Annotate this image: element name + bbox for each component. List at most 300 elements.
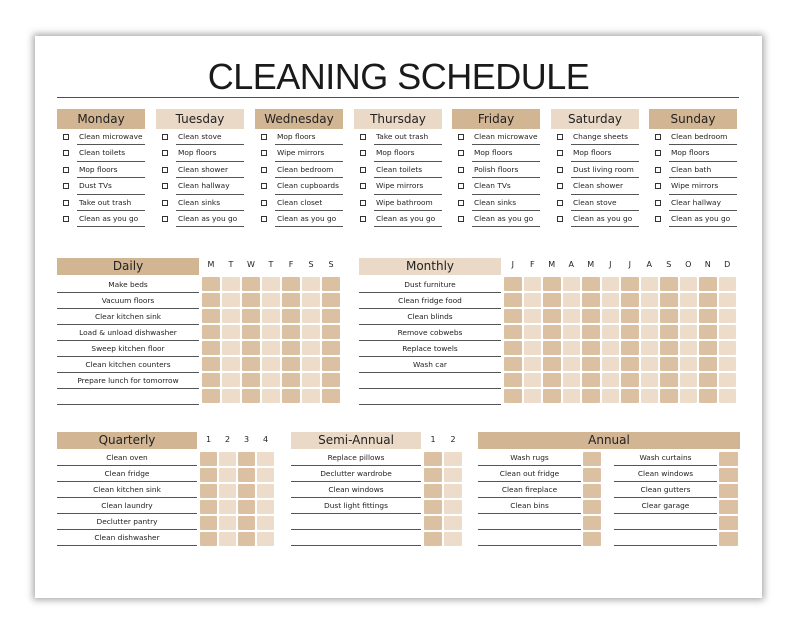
- check-cell[interactable]: [202, 309, 220, 323]
- check-cell[interactable]: [302, 341, 320, 355]
- monthly-header: Monthly: [359, 258, 501, 275]
- check-cell[interactable]: [602, 357, 620, 371]
- check-cell[interactable]: [641, 389, 659, 403]
- task-checkbox[interactable]: [261, 183, 267, 189]
- check-cell[interactable]: [582, 325, 600, 339]
- check-cell[interactable]: [282, 309, 300, 323]
- task-checkbox[interactable]: [458, 216, 464, 222]
- check-cell[interactable]: [719, 389, 737, 403]
- check-cell[interactable]: [660, 373, 678, 387]
- check-cell[interactable]: [238, 468, 255, 482]
- check-cell[interactable]: [322, 357, 340, 371]
- check-cell[interactable]: [202, 389, 220, 403]
- check-cell[interactable]: [660, 389, 678, 403]
- daily-task: Sweep kitchen floor: [57, 341, 199, 357]
- task-checkbox[interactable]: [162, 167, 168, 173]
- check-cell[interactable]: [563, 309, 581, 323]
- check-cell[interactable]: [424, 532, 442, 546]
- task-checkbox[interactable]: [458, 167, 464, 173]
- daily-task: Prepare lunch for tomorrow: [57, 373, 199, 389]
- check-cell[interactable]: [719, 309, 737, 323]
- check-cell[interactable]: [719, 500, 738, 514]
- monthly-month-label: D: [724, 260, 731, 269]
- daily-task: Make beds: [57, 277, 199, 293]
- check-cell[interactable]: [583, 452, 601, 466]
- check-cell[interactable]: [621, 341, 639, 355]
- task-checkbox[interactable]: [458, 200, 464, 206]
- check-cell[interactable]: [621, 389, 639, 403]
- check-cell[interactable]: [282, 389, 300, 403]
- check-cell[interactable]: [641, 373, 659, 387]
- task-checkbox[interactable]: [360, 200, 366, 206]
- check-cell[interactable]: [238, 500, 255, 514]
- check-cell[interactable]: [680, 277, 698, 291]
- check-cell[interactable]: [524, 373, 542, 387]
- check-cell[interactable]: [641, 309, 659, 323]
- check-cell[interactable]: [660, 325, 678, 339]
- check-cell[interactable]: [621, 309, 639, 323]
- check-cell[interactable]: [219, 500, 236, 514]
- check-cell[interactable]: [719, 468, 738, 482]
- task-item: [669, 195, 737, 211]
- check-cell[interactable]: [444, 532, 462, 546]
- check-cell[interactable]: [680, 341, 698, 355]
- check-cell[interactable]: [680, 325, 698, 339]
- check-cell[interactable]: [200, 452, 217, 466]
- day-header: Wednesday: [255, 109, 343, 129]
- task-checkbox[interactable]: [63, 150, 69, 156]
- check-cell[interactable]: [719, 357, 737, 371]
- check-cell[interactable]: [424, 516, 442, 530]
- check-cell[interactable]: [543, 341, 561, 355]
- check-cell[interactable]: [680, 357, 698, 371]
- check-cell[interactable]: [282, 293, 300, 307]
- check-cell[interactable]: [322, 293, 340, 307]
- check-cell[interactable]: [302, 293, 320, 307]
- task-checkbox[interactable]: [360, 216, 366, 222]
- check-cell[interactable]: [219, 468, 236, 482]
- task-label: Change sheets: [573, 132, 629, 141]
- check-cell[interactable]: [719, 484, 738, 498]
- check-cell[interactable]: [322, 373, 340, 387]
- page-title: CLEANING SCHEDULE: [207, 56, 590, 97]
- day-header: Saturday: [551, 109, 639, 129]
- task-checkbox[interactable]: [261, 167, 267, 173]
- check-cell[interactable]: [262, 309, 280, 323]
- check-cell[interactable]: [444, 468, 462, 482]
- check-cell[interactable]: [238, 516, 255, 530]
- check-cell[interactable]: [680, 293, 698, 307]
- check-cell[interactable]: [680, 309, 698, 323]
- task-checkbox[interactable]: [360, 134, 366, 140]
- task-label: Clean stove: [573, 197, 617, 207]
- check-cell[interactable]: [660, 277, 678, 291]
- check-cell[interactable]: [504, 341, 522, 355]
- monthly-month-label: F: [529, 260, 535, 269]
- check-cell[interactable]: [719, 516, 738, 530]
- check-cell[interactable]: [641, 357, 659, 371]
- check-cell[interactable]: [602, 293, 620, 307]
- task-item: [275, 195, 343, 211]
- task-checkbox[interactable]: [162, 150, 168, 156]
- task-checkbox[interactable]: [261, 150, 267, 156]
- task-checkbox[interactable]: [63, 167, 69, 173]
- check-cell[interactable]: [242, 389, 260, 403]
- check-cell[interactable]: [257, 500, 274, 514]
- check-cell[interactable]: [660, 357, 678, 371]
- check-cell[interactable]: [444, 452, 462, 466]
- task-checkbox[interactable]: [63, 134, 69, 140]
- check-cell[interactable]: [543, 373, 561, 387]
- task-checkbox[interactable]: [162, 183, 168, 189]
- check-cell[interactable]: [582, 341, 600, 355]
- task-label: Mop floors: [277, 132, 316, 141]
- check-cell[interactable]: [444, 484, 462, 498]
- task-checkbox[interactable]: [63, 200, 69, 206]
- check-cell[interactable]: [219, 516, 236, 530]
- task-item: [275, 211, 343, 227]
- check-cell[interactable]: [222, 309, 240, 323]
- task-label: Clean sinks: [474, 197, 517, 207]
- check-cell[interactable]: [242, 341, 260, 355]
- check-cell[interactable]: [322, 325, 340, 339]
- check-cell[interactable]: [322, 341, 340, 355]
- task-checkbox[interactable]: [655, 183, 661, 189]
- check-cell[interactable]: [282, 357, 300, 371]
- check-cell[interactable]: [563, 373, 581, 387]
- task-checkbox[interactable]: [655, 167, 661, 173]
- check-cell[interactable]: [222, 293, 240, 307]
- monthly-month-label: O: [685, 260, 692, 269]
- check-cell[interactable]: [424, 484, 442, 498]
- task-checkbox[interactable]: [360, 150, 366, 156]
- check-cell[interactable]: [621, 325, 639, 339]
- check-cell[interactable]: [262, 341, 280, 355]
- check-cell[interactable]: [202, 341, 220, 355]
- check-cell[interactable]: [262, 325, 280, 339]
- check-cell[interactable]: [202, 373, 220, 387]
- check-cell[interactable]: [242, 309, 260, 323]
- task-label: Wipe mirrors: [671, 181, 719, 191]
- check-cell[interactable]: [582, 309, 600, 323]
- check-cell[interactable]: [602, 277, 620, 291]
- check-cell[interactable]: [242, 293, 260, 307]
- check-cell[interactable]: [602, 325, 620, 339]
- task-checkbox[interactable]: [655, 150, 661, 156]
- day-column-tuesday: [156, 109, 244, 227]
- check-cell[interactable]: [242, 277, 260, 291]
- check-cell[interactable]: [699, 341, 717, 355]
- check-cell[interactable]: [219, 452, 236, 466]
- check-cell[interactable]: [543, 293, 561, 307]
- check-cell[interactable]: [602, 341, 620, 355]
- check-cell[interactable]: [504, 357, 522, 371]
- task-item: [374, 178, 442, 194]
- check-cell[interactable]: [222, 357, 240, 371]
- check-cell[interactable]: [621, 357, 639, 371]
- check-cell[interactable]: [424, 468, 442, 482]
- task-item: [176, 178, 244, 194]
- check-cell[interactable]: [582, 389, 600, 403]
- check-cell[interactable]: [504, 277, 522, 291]
- check-cell[interactable]: [262, 277, 280, 291]
- task-checkbox[interactable]: [63, 216, 69, 222]
- check-cell[interactable]: [680, 373, 698, 387]
- check-cell[interactable]: [602, 309, 620, 323]
- check-cell[interactable]: [219, 484, 236, 498]
- task-label: Polish floors: [474, 164, 519, 174]
- check-cell[interactable]: [582, 277, 600, 291]
- check-cell[interactable]: [424, 500, 442, 514]
- check-cell[interactable]: [302, 373, 320, 387]
- check-cell[interactable]: [563, 325, 581, 339]
- task-label: Clean bath: [671, 164, 712, 174]
- check-cell[interactable]: [583, 484, 601, 498]
- task-item: [571, 129, 639, 145]
- daily-task: Clean kitchen counters: [57, 357, 199, 373]
- task-label: Mop floors: [376, 148, 415, 158]
- check-cell[interactable]: [524, 277, 542, 291]
- check-cell[interactable]: [699, 293, 717, 307]
- check-cell[interactable]: [524, 389, 542, 403]
- check-cell[interactable]: [444, 516, 462, 530]
- task-item: [77, 195, 145, 211]
- check-cell[interactable]: [202, 357, 220, 371]
- check-cell[interactable]: [200, 516, 217, 530]
- task-checkbox[interactable]: [655, 200, 661, 206]
- task-checkbox[interactable]: [360, 167, 366, 173]
- check-cell[interactable]: [202, 325, 220, 339]
- check-cell[interactable]: [719, 341, 737, 355]
- annual-task: Clean bins: [478, 498, 581, 514]
- check-cell[interactable]: [583, 532, 601, 546]
- task-checkbox[interactable]: [655, 134, 661, 140]
- check-cell[interactable]: [222, 373, 240, 387]
- task-item: [571, 145, 639, 161]
- check-cell[interactable]: [282, 277, 300, 291]
- check-cell[interactable]: [583, 516, 601, 530]
- check-cell[interactable]: [621, 277, 639, 291]
- monthly-month-label: M: [587, 260, 595, 269]
- check-cell[interactable]: [699, 309, 717, 323]
- check-cell[interactable]: [699, 389, 717, 403]
- check-cell[interactable]: [504, 293, 522, 307]
- check-cell[interactable]: [582, 293, 600, 307]
- monthly-task: Remove cobwebs: [359, 325, 501, 341]
- check-cell[interactable]: [699, 373, 717, 387]
- task-checkbox[interactable]: [557, 150, 563, 156]
- check-cell[interactable]: [222, 341, 240, 355]
- task-checkbox[interactable]: [162, 200, 168, 206]
- task-checkbox[interactable]: [162, 216, 168, 222]
- task-checkbox[interactable]: [557, 216, 563, 222]
- check-cell[interactable]: [262, 357, 280, 371]
- blank-line: [359, 389, 501, 405]
- check-cell[interactable]: [719, 277, 737, 291]
- check-cell[interactable]: [543, 325, 561, 339]
- task-item: [472, 129, 540, 145]
- day-column-saturday: [551, 109, 639, 227]
- check-cell[interactable]: [222, 325, 240, 339]
- check-cell[interactable]: [200, 532, 217, 546]
- task-checkbox[interactable]: [557, 167, 563, 173]
- check-cell[interactable]: [504, 389, 522, 403]
- check-cell[interactable]: [202, 293, 220, 307]
- check-cell[interactable]: [238, 452, 255, 466]
- check-cell[interactable]: [322, 277, 340, 291]
- task-checkbox[interactable]: [162, 134, 168, 140]
- check-cell[interactable]: [302, 277, 320, 291]
- check-cell[interactable]: [242, 325, 260, 339]
- check-cell[interactable]: [680, 389, 698, 403]
- task-checkbox[interactable]: [557, 183, 563, 189]
- check-cell[interactable]: [257, 516, 274, 530]
- check-cell[interactable]: [262, 293, 280, 307]
- check-cell[interactable]: [699, 325, 717, 339]
- check-cell[interactable]: [660, 341, 678, 355]
- check-cell[interactable]: [543, 309, 561, 323]
- check-cell[interactable]: [200, 468, 217, 482]
- check-cell[interactable]: [719, 325, 737, 339]
- check-cell[interactable]: [583, 500, 601, 514]
- check-cell[interactable]: [641, 293, 659, 307]
- task-checkbox[interactable]: [261, 200, 267, 206]
- check-cell[interactable]: [302, 389, 320, 403]
- check-cell[interactable]: [302, 325, 320, 339]
- task-item: [77, 145, 145, 161]
- monthly-month-label: S: [666, 260, 672, 269]
- check-cell[interactable]: [563, 357, 581, 371]
- check-cell[interactable]: [582, 373, 600, 387]
- annual-task: Wash curtains: [614, 450, 717, 466]
- task-checkbox[interactable]: [261, 216, 267, 222]
- check-cell[interactable]: [583, 468, 601, 482]
- check-cell[interactable]: [257, 468, 274, 482]
- check-cell[interactable]: [699, 277, 717, 291]
- annual-task: Clean gutters: [614, 482, 717, 498]
- check-cell[interactable]: [257, 452, 274, 466]
- monthly-month-label: J: [511, 260, 514, 269]
- check-cell[interactable]: [524, 357, 542, 371]
- check-cell[interactable]: [262, 373, 280, 387]
- check-cell[interactable]: [444, 500, 462, 514]
- check-cell[interactable]: [543, 357, 561, 371]
- task-item: [275, 129, 343, 145]
- task-label: Mop floors: [79, 164, 118, 174]
- check-cell[interactable]: [641, 325, 659, 339]
- check-cell[interactable]: [543, 277, 561, 291]
- task-item: [472, 162, 540, 178]
- task-checkbox[interactable]: [458, 183, 464, 189]
- task-item: [669, 211, 737, 227]
- task-checkbox[interactable]: [261, 134, 267, 140]
- task-checkbox[interactable]: [360, 183, 366, 189]
- check-cell[interactable]: [282, 373, 300, 387]
- task-label: Clean stove: [178, 132, 222, 141]
- check-cell[interactable]: [200, 484, 217, 498]
- check-cell[interactable]: [262, 389, 280, 403]
- check-cell[interactable]: [524, 309, 542, 323]
- task-checkbox[interactable]: [458, 150, 464, 156]
- daily-weekday-label: T: [228, 260, 234, 269]
- check-cell[interactable]: [719, 293, 737, 307]
- check-cell[interactable]: [563, 389, 581, 403]
- check-cell[interactable]: [302, 309, 320, 323]
- semiannual-checkbox-grid: [424, 452, 462, 546]
- check-cell[interactable]: [282, 341, 300, 355]
- task-label: Mop floors: [178, 148, 217, 158]
- check-cell[interactable]: [660, 309, 678, 323]
- check-cell[interactable]: [302, 357, 320, 371]
- task-checkbox[interactable]: [557, 134, 563, 140]
- quarter-label: 2: [224, 435, 231, 444]
- check-cell[interactable]: [719, 532, 738, 546]
- check-cell[interactable]: [257, 532, 274, 546]
- check-cell[interactable]: [582, 357, 600, 371]
- quarterly-checkbox-grid: [200, 452, 274, 546]
- check-cell[interactable]: [719, 373, 737, 387]
- check-cell[interactable]: [222, 389, 240, 403]
- check-cell[interactable]: [641, 341, 659, 355]
- check-cell[interactable]: [219, 532, 236, 546]
- check-cell[interactable]: [504, 309, 522, 323]
- check-cell[interactable]: [621, 373, 639, 387]
- check-cell[interactable]: [242, 373, 260, 387]
- check-cell[interactable]: [602, 389, 620, 403]
- check-cell[interactable]: [641, 277, 659, 291]
- check-cell[interactable]: [222, 277, 240, 291]
- check-cell[interactable]: [524, 341, 542, 355]
- check-cell[interactable]: [257, 484, 274, 498]
- daily-task: Vacuum floors: [57, 293, 199, 309]
- check-cell[interactable]: [424, 452, 442, 466]
- check-cell[interactable]: [524, 293, 542, 307]
- task-checkbox[interactable]: [458, 134, 464, 140]
- check-cell[interactable]: [524, 325, 542, 339]
- check-cell[interactable]: [621, 293, 639, 307]
- check-cell[interactable]: [504, 373, 522, 387]
- check-cell[interactable]: [719, 452, 738, 466]
- check-cell[interactable]: [322, 389, 340, 403]
- check-cell[interactable]: [282, 325, 300, 339]
- check-cell[interactable]: [602, 373, 620, 387]
- day-column-sunday: [649, 109, 737, 227]
- check-cell[interactable]: [563, 277, 581, 291]
- task-checkbox[interactable]: [655, 216, 661, 222]
- half-year-label: 2: [450, 435, 456, 444]
- check-cell[interactable]: [563, 341, 581, 355]
- task-item: [77, 211, 145, 227]
- check-cell[interactable]: [699, 357, 717, 371]
- check-cell[interactable]: [242, 357, 260, 371]
- check-cell[interactable]: [660, 293, 678, 307]
- check-cell[interactable]: [238, 532, 255, 546]
- daily-weekday-label: S: [328, 260, 334, 269]
- check-cell[interactable]: [238, 484, 255, 498]
- task-item: [275, 162, 343, 178]
- check-cell[interactable]: [543, 389, 561, 403]
- quarterly-task: Clean oven: [57, 450, 197, 466]
- check-cell[interactable]: [563, 293, 581, 307]
- check-cell[interactable]: [200, 500, 217, 514]
- check-cell[interactable]: [202, 277, 220, 291]
- check-cell[interactable]: [322, 309, 340, 323]
- check-cell[interactable]: [504, 325, 522, 339]
- task-checkbox[interactable]: [63, 183, 69, 189]
- task-checkbox[interactable]: [557, 200, 563, 206]
- annual-task: Wash rugs: [478, 450, 581, 466]
- day-header: Thursday: [354, 109, 442, 129]
